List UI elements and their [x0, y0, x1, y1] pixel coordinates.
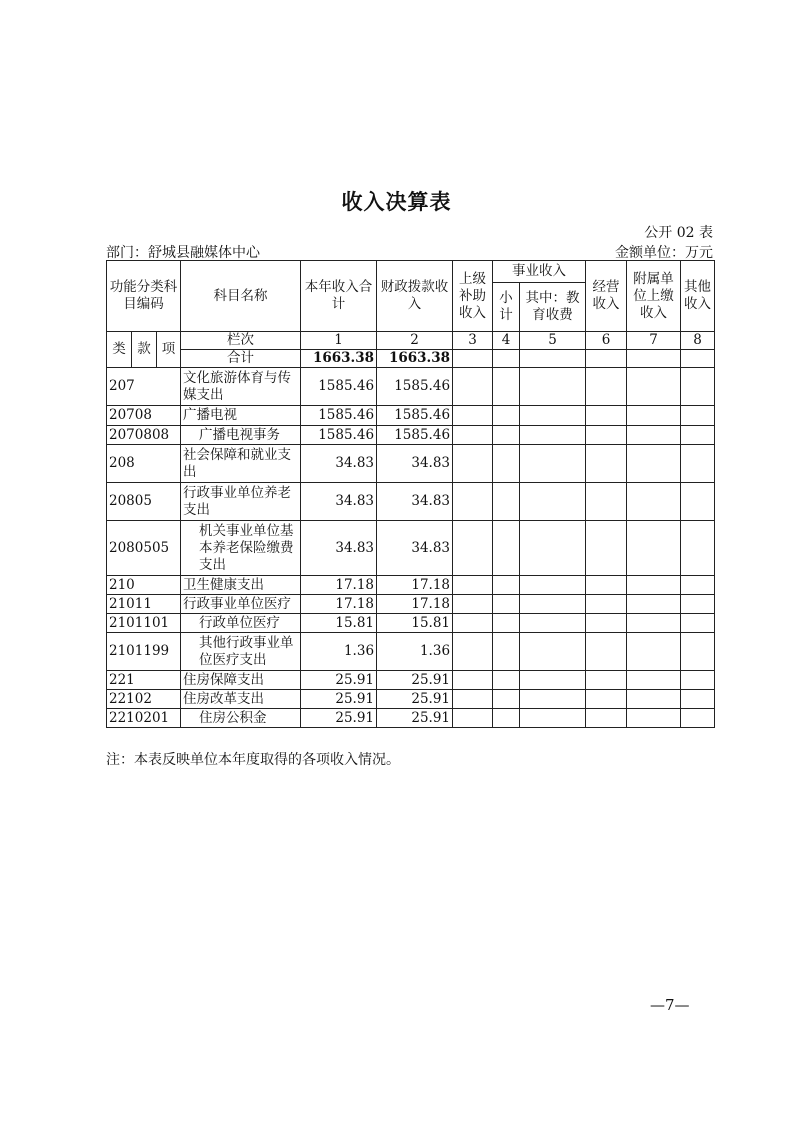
empty-cell [627, 709, 681, 728]
header-lan-ci: 栏次 [181, 332, 301, 350]
empty-cell [493, 426, 520, 445]
row-total-income: 1585.46 [301, 426, 377, 445]
row-code: 208 [107, 445, 181, 483]
table-row [107, 576, 715, 595]
empty-cell [453, 445, 493, 483]
row-total-income: 1585.46 [301, 368, 377, 406]
empty-cell [681, 426, 715, 445]
row-total-income: 1.36 [301, 633, 377, 671]
empty-cell [493, 406, 520, 426]
total-fiscal-cell: 1663.38 [377, 350, 453, 368]
empty-cell [586, 614, 627, 633]
empty-cell [453, 426, 493, 445]
empty-cell [586, 406, 627, 426]
row-fiscal: 17.18 [377, 595, 453, 614]
empty-cell [627, 426, 681, 445]
empty-cell [520, 445, 586, 483]
row-subject-name: 住房保障支出 [181, 671, 301, 690]
empty-cell [520, 521, 586, 576]
empty-cell [681, 483, 715, 521]
header-xiang: 项 [157, 332, 181, 368]
empty-cell [586, 521, 627, 576]
col-num: 8 [681, 332, 715, 350]
empty-cell [520, 483, 586, 521]
empty-cell [453, 406, 493, 426]
empty-cell [520, 671, 586, 690]
row-code: 2080505 [107, 521, 181, 576]
row-fiscal: 34.83 [377, 483, 453, 521]
empty-cell [681, 709, 715, 728]
empty-cell [681, 633, 715, 671]
row-total-income: 34.83 [301, 521, 377, 576]
empty-cell [681, 614, 715, 633]
row-total-income: 25.91 [301, 690, 377, 709]
header-education: 其中：教育收费 [520, 283, 586, 332]
empty-cell [453, 614, 493, 633]
row-code: 207 [107, 368, 181, 406]
amount-unit-label: 金额单位：万元 [615, 245, 713, 261]
row-fiscal: 25.91 [377, 709, 453, 728]
empty-cell [681, 595, 715, 614]
row-subject-name: 行政事业单位医疗 [181, 595, 301, 614]
row-subject-name: 卫生健康支出 [181, 576, 301, 595]
empty-cell [586, 445, 627, 483]
row-fiscal: 34.83 [377, 445, 453, 483]
header-superior: 上级补助收入 [453, 261, 493, 332]
total-income-cell: 1663.38 [301, 350, 377, 368]
table-row [107, 368, 715, 406]
row-code: 2101199 [107, 633, 181, 671]
empty-cell [493, 614, 520, 633]
empty-cell [627, 690, 681, 709]
empty-cell [586, 426, 627, 445]
row-code: 221 [107, 671, 181, 690]
header-total-income: 本年收入合计 [301, 261, 377, 332]
row-code: 2101101 [107, 614, 181, 633]
header-other: 其他收入 [681, 261, 715, 332]
empty-cell [453, 368, 493, 406]
table-row [107, 426, 715, 445]
empty-cell [627, 483, 681, 521]
row-fiscal: 17.18 [377, 576, 453, 595]
table-row [107, 690, 715, 709]
row-total-income: 25.91 [301, 709, 377, 728]
empty-cell [681, 671, 715, 690]
header-kuan: 款 [132, 332, 157, 368]
row-total-income: 1585.46 [301, 406, 377, 426]
empty-cell [586, 633, 627, 671]
row-fiscal: 34.83 [377, 521, 453, 576]
header-business: 事业收入 [493, 261, 586, 283]
row-subject-name: 文化旅游体育与传媒支出 [181, 368, 301, 406]
row-subject-name: 其他行政事业单位医疗支出 [181, 633, 301, 671]
empty-cell [453, 576, 493, 595]
row-fiscal: 25.91 [377, 690, 453, 709]
empty-cell [681, 368, 715, 406]
header-subtotal: 小计 [493, 283, 520, 332]
row-subject-name: 行政事业单位养老支出 [181, 483, 301, 521]
header-operating: 经营收入 [586, 261, 627, 332]
empty-cell [493, 445, 520, 483]
header-affiliated: 附属单位上缴收入 [627, 261, 681, 332]
col-num: 2 [377, 332, 453, 350]
row-total-income: 25.91 [301, 671, 377, 690]
empty-cell [493, 633, 520, 671]
empty-cell [586, 483, 627, 521]
row-subject-name: 机关事业单位基本养老保险缴费支出 [181, 521, 301, 576]
col-num: 7 [627, 332, 681, 350]
row-subject-name: 广播电视 [181, 406, 301, 426]
table-row [107, 709, 715, 728]
row-code: 2210201 [107, 709, 181, 728]
row-code: 2070808 [107, 426, 181, 445]
empty-cell [493, 483, 520, 521]
row-code: 22102 [107, 690, 181, 709]
empty-cell [586, 595, 627, 614]
empty-cell [493, 368, 520, 406]
col-num: 5 [520, 332, 586, 350]
empty-cell [493, 709, 520, 728]
empty-cell [520, 426, 586, 445]
empty-cell [627, 368, 681, 406]
row-fiscal: 1585.46 [377, 406, 453, 426]
empty-cell [520, 595, 586, 614]
table-row [107, 595, 715, 614]
row-fiscal: 25.91 [377, 671, 453, 690]
table-row [107, 445, 715, 483]
empty-cell [520, 368, 586, 406]
row-fiscal: 1.36 [377, 633, 453, 671]
row-total-income: 34.83 [301, 445, 377, 483]
table-note: 注：本表反映单位本年度取得的各项收入情况。 [106, 752, 400, 768]
empty-cell [681, 445, 715, 483]
row-subject-name: 行政单位医疗 [181, 614, 301, 633]
empty-cell [627, 576, 681, 595]
empty-cell [681, 576, 715, 595]
row-total-income: 17.18 [301, 595, 377, 614]
empty-cell [586, 671, 627, 690]
row-code: 21011 [107, 595, 181, 614]
col-num: 4 [493, 332, 520, 350]
total-label: 合计 [181, 350, 301, 368]
empty-cell [520, 633, 586, 671]
table-row [107, 633, 715, 671]
empty-cell [627, 614, 681, 633]
empty-cell [627, 406, 681, 426]
col-num: 3 [453, 332, 493, 350]
empty-cell [627, 595, 681, 614]
row-code: 210 [107, 576, 181, 595]
table-row [107, 671, 715, 690]
empty-cell [453, 633, 493, 671]
row-total-income: 34.83 [301, 483, 377, 521]
empty-cell [627, 633, 681, 671]
table-row [107, 521, 715, 576]
empty-cell [493, 690, 520, 709]
row-total-income: 15.81 [301, 614, 377, 633]
table-row [107, 614, 715, 633]
empty-cell [453, 709, 493, 728]
empty-cell [453, 690, 493, 709]
row-fiscal: 15.81 [377, 614, 453, 633]
empty-cell [453, 483, 493, 521]
empty-cell [586, 576, 627, 595]
empty-cell [453, 671, 493, 690]
empty-cell [681, 521, 715, 576]
header-lei: 类 [107, 332, 132, 368]
row-subject-name: 住房公积金 [181, 709, 301, 728]
empty-cell [681, 406, 715, 426]
empty-cell [627, 445, 681, 483]
form-number: 公开 02 表 [644, 225, 713, 241]
row-code: 20708 [107, 406, 181, 426]
empty-cell [520, 406, 586, 426]
empty-cell [493, 521, 520, 576]
header-fiscal: 财政拨款收入 [377, 261, 453, 332]
department-label: 部门：舒城县融媒体中心 [106, 245, 260, 261]
empty-cell [520, 614, 586, 633]
empty-cell [493, 576, 520, 595]
empty-cell [627, 521, 681, 576]
row-subject-name: 社会保障和就业支出 [181, 445, 301, 483]
empty-cell [493, 671, 520, 690]
col-num: 6 [586, 332, 627, 350]
empty-cell [493, 595, 520, 614]
row-total-income: 17.18 [301, 576, 377, 595]
empty-cell [586, 368, 627, 406]
page-number: —7— [650, 996, 690, 1014]
row-code: 20805 [107, 483, 181, 521]
empty-cell [453, 595, 493, 614]
page-title: 收入决算表 [341, 190, 452, 214]
empty-cell [681, 690, 715, 709]
col-num: 1 [301, 332, 377, 350]
empty-cell [520, 690, 586, 709]
empty-cell [627, 671, 681, 690]
empty-cell [586, 690, 627, 709]
empty-cell [586, 709, 627, 728]
table-row [107, 406, 715, 426]
income-table [106, 260, 715, 728]
row-subject-name: 住房改革支出 [181, 690, 301, 709]
empty-cell [520, 709, 586, 728]
row-fiscal: 1585.46 [377, 426, 453, 445]
header-func-code: 功能分类科目编码 [107, 261, 181, 332]
row-subject-name: 广播电视事务 [181, 426, 301, 445]
row-fiscal: 1585.46 [377, 368, 453, 406]
table-row [107, 483, 715, 521]
empty-cell [520, 576, 586, 595]
empty-cell [453, 521, 493, 576]
header-subject-name: 科目名称 [181, 261, 301, 332]
